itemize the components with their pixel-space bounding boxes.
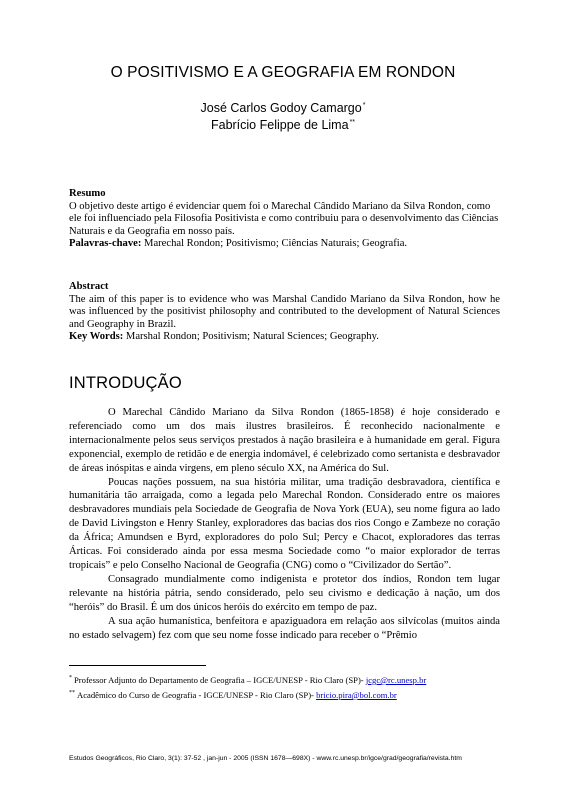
- footnote-2-email-link[interactable]: bricio.pira@bol.com.br: [316, 690, 397, 700]
- author-1-name: José Carlos Godoy Camargo: [200, 101, 362, 115]
- introduction-heading: INTRODUÇÃO: [69, 374, 182, 392]
- footnote-1-text: Professor Adjunto do Departamento de Geografia – IGCE/UNESP - Rio Claro (SP)-: [74, 675, 366, 685]
- resumo-heading: Resumo: [69, 188, 106, 199]
- abstract-keywords-label: Key Words:: [69, 331, 124, 343]
- resumo-keywords: [69, 238, 500, 251]
- resumo-keywords-label: Palavras-chave:: [69, 238, 142, 250]
- resumo-text: O objetivo deste artigo é evidenciar quem foi o Marechal Cândido Mariano da Silva Rondon, como ele foi influenciado pela Filosofia Positivista e como contribuiu para o desenvolvimento das Ciências Naturais e da Geografia em nosso país.: [69, 200, 499, 237]
- footnote-divider: [69, 665, 206, 666]
- footnote-1: [69, 672, 509, 687]
- footnotes: [69, 672, 509, 702]
- paragraph: A sua ação humanística, benfeitora e apaziguadora em relação aos silvícolas (muitos ainda no estado selvagem) fez com que seu nome fosse indicado para receber o “Prêmio: [69, 615, 500, 641]
- footnote-1-mark: *: [69, 675, 72, 681]
- author-2-name: Fabrício Felippe de Lima: [210, 118, 349, 132]
- author-2: [0, 118, 566, 132]
- footnote-2: [69, 687, 509, 702]
- paragraph: Poucas nações possuem, na sua história militar, uma tradição desbravadora, científica e humanitária tão arraigada, como a legada pelo Marechal Rondon. Considerado entre os maiores desbravadores mundiais pela Sociedade de Geografia de Nova York (EUA), seu nome figura ao lado de David Livingston e Henry Stanley, exploradores das bacias dos rios Congo e Zambeze no coração da África; Amundsen e Byrd, exploradores do polo Sul; Percy e Chacot, exploradores das terras Árticas. Foi considerado ainda por essa mesma Sociedade como “o maior explorador de terras tropicais” e pelo Conselho Nacional de Geografia (CNG) como o “Civilizador do Sertão”.: [69, 476, 500, 571]
- introduction-body: [69, 406, 500, 642]
- abstract-text: The aim of this paper is to evidence who was Marshal Candido Mariano da Silva Rondon, how he was influenced by the positivist philosophy and contributed to the development of Natural Sciences and Geography in Brazil.: [69, 293, 500, 330]
- author-1: [0, 101, 566, 115]
- abstract-keywords-value: Marshal Rondon; Positivism; Natural Sciences; Geography.: [125, 331, 379, 343]
- footnote-2-mark: **: [69, 690, 75, 696]
- page-footer: Estudos Geográficos, Rio Claro, 3(1): 37-52 , jan-jun - 2005 (ISSN 1678—698X) - www.rc.unesp.br/igce/grad/geografia/revista.htm: [69, 755, 462, 762]
- resumo-section: [69, 188, 500, 251]
- abstract-keywords: [69, 331, 500, 344]
- abstract-section: [69, 281, 500, 344]
- author-1-footnote-mark[interactable]: *: [362, 102, 366, 109]
- footnote-1-email-link[interactable]: jcgc@rc.unesp.br: [365, 675, 427, 685]
- author-2-footnote-mark[interactable]: **: [349, 119, 356, 126]
- paragraph: O Marechal Cândido Mariano da Silva Rondon (1865-1858) é hoje considerado e referenciado como um dos mais ilustres brasileiros. É reconhecido nacionalmente e internacionalmente pelos seus serviços prestados à nação brasileira e à humanidade em geral. Figura exponencial, exemplo de retidão e de energia indomável, é celebrizado como sertanista e desbravador de áreas inóspitas e ainda virgens, em pleno século XX, na América do Sul.: [69, 407, 500, 474]
- resumo-keywords-value: Marechal Rondon; Positivismo; Ciências Naturais; Geografia.: [144, 238, 408, 250]
- paper-title: O POSITIVISMO E A GEOGRAFIA EM RONDON: [110, 64, 456, 81]
- paragraph: Consagrado mundialmente como indigenista e protetor dos índios, Rondon tem lugar relevante na história pátria, sendo considerado, pelo seu civismo e dedicação à nação, um dos “heróis” do Brasil. É um dos únicos heróis do exército em tempo de paz.: [69, 573, 500, 613]
- abstract-heading: Abstract: [69, 281, 109, 292]
- footnote-2-text: Acadêmico do Curso de Geografia - IGCE/UNESP - Rio Claro (SP)-: [77, 690, 317, 700]
